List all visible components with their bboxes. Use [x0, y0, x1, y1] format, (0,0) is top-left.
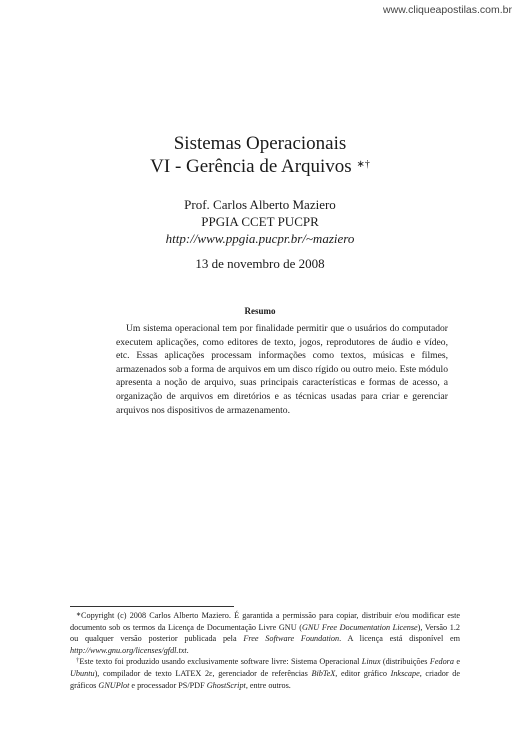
author-block [0, 196, 520, 247]
footnote-rule [70, 606, 234, 607]
abstract-heading: Resumo [244, 306, 276, 316]
author-url: http://www.ppgia.pucpr.br/~maziero [165, 231, 355, 246]
footnote-1: ∗Copyright (c) 2008 Carlos Alberto Maziero. É garantida a permissão para copiar, distribuir e/ou modificar este documento sob os termos da Licença de Documentação Livre GNU (GNU Free Documentation License), Versão 1.2 ou qualquer versão posterior publicada pela Free Software Foundation. A licença está disponível em http://www.gnu.org/licenses/gfdl.txt. [70, 611, 460, 655]
author-name: Prof. Carlos Alberto Maziero [184, 197, 336, 212]
author-affiliation: PPGIA CCET PUCPR [201, 214, 319, 229]
footnote-2: †Este texto foi produzido usando exclusivamente software livre: Sistema Operacional Linux (distribuições Fedora e Ubuntu), compilador de texto LATEX 2ε, gerenciador de referências BibTeX, editor gráfico Inkscape, criador de gráficos GNUPlot e processador PS/PDF GhostScript, entre outros. [70, 657, 461, 690]
watermark-url: www.cliqueapostilas.com.br [383, 4, 512, 16]
title-footnote-marks: ∗† [356, 159, 370, 170]
abstract-text: Um sistema operacional tem por finalidade permitir que o usuários do computador executem aplicações, como editores de texto, jogos, reprodutores de áudio e vídeo, etc. Essas aplicações processam informações como textos, músicas e filmes, armazenados sob a forma de arquivos em um disco rígido ou outro meio. Este módulo apresenta a noção de arquivo, suas principais características e formas de acesso, a organização de arquivos em diretórios e as técnicas usadas para criar e gerenciar arquivos nos dispositivos de armazenamento. [116, 323, 448, 416]
document-date: 13 de novembro de 2008 [195, 256, 325, 271]
title-line-2: VI - Gerência de Arquivos ∗† [150, 156, 370, 177]
footnotes [70, 610, 460, 691]
title-line-1: Sistemas Operacionais [173, 133, 347, 154]
abstract-body [116, 322, 448, 417]
document-title [0, 132, 520, 178]
